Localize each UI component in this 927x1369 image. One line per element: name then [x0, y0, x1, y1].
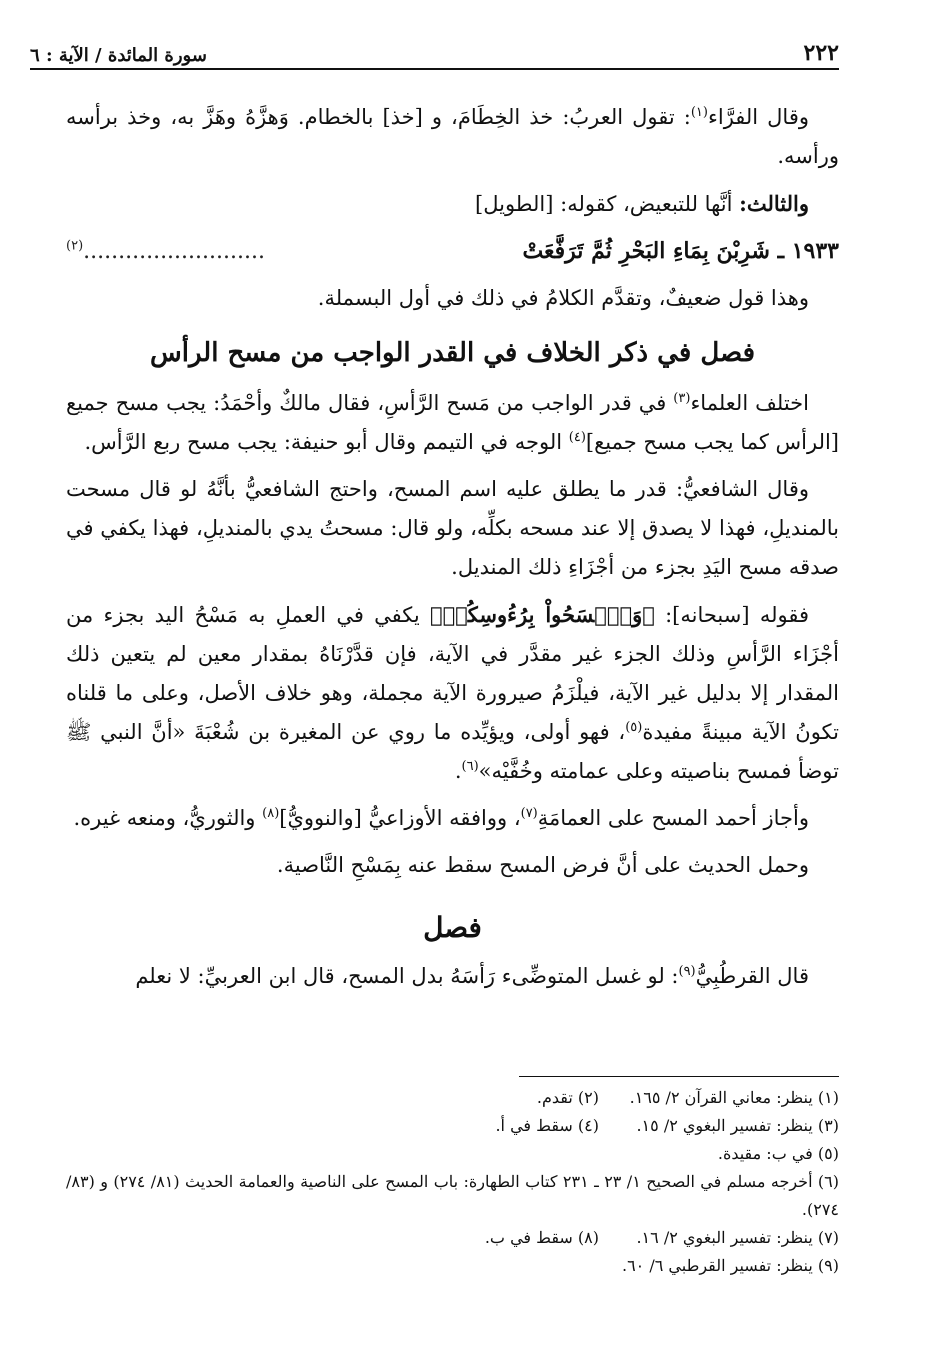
footnote-4: (٤) سقط في أ.: [495, 1116, 599, 1135]
paragraph-ahmad: [66, 799, 839, 838]
footnote-row-2: [66, 1112, 839, 1140]
footnote-ref-9: (٩): [678, 964, 696, 979]
third-label: والثالث:: [739, 191, 809, 216]
page-number: ٢٢٢: [803, 40, 839, 66]
p6b: يكفي في العملِ به مَسْحُ اليد بجزء من أجْزَاء الرَّأسِ وذلك الجزء غير مقدَّر في الآية، فإن قدَّرْنَاهُ بمقدار معين لم يتعين ذلك المقدار إلا بدليل غير الآية، فيلْزَمُ صيرورة الآية مجملة، وهو خلاف الأصل، وعلى ما قلناه تكونُ الآية مبينةً مفيدة: [66, 603, 839, 744]
footnotes: [66, 1084, 839, 1280]
main-text: [66, 98, 839, 1004]
p9a: قال القرطُبِيُّ: [695, 964, 809, 988]
third-text: أنَّها للتبعيض، كقوله: [الطويل]: [475, 192, 740, 216]
surah-reference: سورة المائدة / الآية : ٦: [30, 45, 207, 66]
paragraph-third: [66, 184, 839, 224]
paragraph-farra: [66, 98, 839, 176]
page-header: [30, 34, 839, 70]
footnote-1: (١) ينظر: معاني القرآن ٢/ ١٦٥.: [629, 1088, 839, 1107]
p7b: ، ووافقه الأوزاعيُّ [والنوويُّ]: [279, 806, 521, 830]
footnote-ref-2: (٢): [66, 238, 84, 254]
p4c: الوجه في التيمم وقال أبو حنيفة: يجب مسح ربع الرَّأس.: [84, 430, 569, 454]
verse-dots: [66, 232, 265, 271]
section-heading-1: فصل في ذكر الخلاف في القدر الواجب من مسح الرأس: [149, 338, 755, 368]
footnote-7: (٧) ينظر: تفسير البغوي ٢/ ١٦.: [636, 1228, 839, 1247]
footnote-9: (٩) ينظر: تفسير القرطبي ٦/ ٦٠.: [621, 1256, 839, 1275]
verse-text: ١٩٣٣ ـ شَرِبْنَ بِمَاءِ البَحْرِ ثُمَّ تَرَفَّعَتْ: [522, 238, 839, 264]
p4b: في قدر الواجب من مَسح الرَّأسِ، فقال مالكٌ وأحْمَدُ: يجب مسح جميع [الرأس كما يجب مسح جميع]: [66, 391, 839, 454]
footnote-2: (٢) تقدم.: [536, 1088, 599, 1107]
section-heading-2: فصل: [423, 911, 482, 944]
footnote-8: (٨) سقط في ب.: [484, 1228, 599, 1247]
footnote-5: (٥) في ب: مقيدة.: [717, 1144, 839, 1163]
p7c: والثوريُّ، ومنعه غيره.: [73, 806, 263, 830]
footnote-ref-8: (٨): [262, 806, 280, 821]
paragraph-scholars: [66, 384, 839, 462]
p4a: اختلف العلماء: [690, 391, 809, 415]
quran-quote: ﴿وَٱمۡسَحُواْ بِرُءُوسِكُمۡ﴾: [429, 602, 655, 627]
p9b: : لو غسل المتوضِّىء رَأسَهُ بدل المسح، قال ابن العربيِّ: لا نعلم: [135, 964, 679, 988]
poetry-verse: [66, 232, 839, 271]
footnote-ref-1: (١): [690, 105, 708, 120]
p6a: فقوله [سبحانه]:: [654, 603, 809, 627]
footnote-3: (٣) ينظر: تفسير البغوي ٢/ ١٥.: [636, 1116, 839, 1135]
p6d: .: [454, 759, 462, 783]
footnote-separator: [519, 1076, 839, 1077]
p1-rest: : تقول العربُ: خذ الخِطَامَ، و [خذ] بالخطام. وَهزَّهُ وهَزَّ به، وخذ برأسه ورأسه.: [66, 105, 839, 168]
p1-text: وقال الفرَّاء: [707, 105, 810, 129]
footnote-row-4: [66, 1224, 839, 1252]
paragraph-weak: وهذا قول ضعيفٌ، وتقدَّم الكلامُ في ذلك في أول البسملة.: [317, 286, 809, 310]
paragraph-hadith: وحمل الحديث على أنَّ فرض المسح سقط عنه بِمَسْحِ النَّاصية.: [276, 853, 809, 877]
p7a: وأجاز أحمد المسح على العمامَةِ: [537, 806, 809, 830]
verse-dots-text: ..........................: [83, 239, 265, 264]
footnote-ref-3: (٣): [673, 391, 691, 406]
footnote-row-1: [66, 1084, 839, 1112]
footnote-6: (٦) أخرجه مسلم في الصحيح ١/ ٢٣ ـ ٢٣١ كتاب الطهارة: باب المسح على الناصية والعمامة الحديث (٨١/ ٢٧٤) و (٨٣/ ٢٧٤).: [66, 1172, 840, 1219]
footnote-ref-4: (٤): [568, 430, 586, 445]
footnote-ref-7: (٧): [520, 806, 538, 821]
paragraph-qurtubi: [66, 957, 839, 996]
paragraph-shafii: وقال الشافعيُّ: قدر ما يطلق عليه اسم المسح، واحتج الشافعيُّ بأنَّهُ لو قال مسحت بالمنديلِ، فهذا لا يصدق إلا عند مسحه بكلِّه، ولو قال: مسحتُ يدي بالمنديلِ، فهذا يكفي في صدقه مسح اليَدِ بجزء من أجْزَاءِ ذلك المنديل.: [66, 477, 839, 579]
paragraph-quran: [66, 595, 839, 791]
p6c: ، فهو أولى، ويؤيِّده ما روي عن المغيرة بن شُعْبَةَ «أنَّ النبي ﷺ توضأ فمسح بناصيته وعلى عمامته وخُفَّيْه»: [66, 720, 839, 783]
footnote-ref-6: (٦): [461, 759, 479, 774]
footnote-ref-5: (٥): [625, 720, 643, 735]
